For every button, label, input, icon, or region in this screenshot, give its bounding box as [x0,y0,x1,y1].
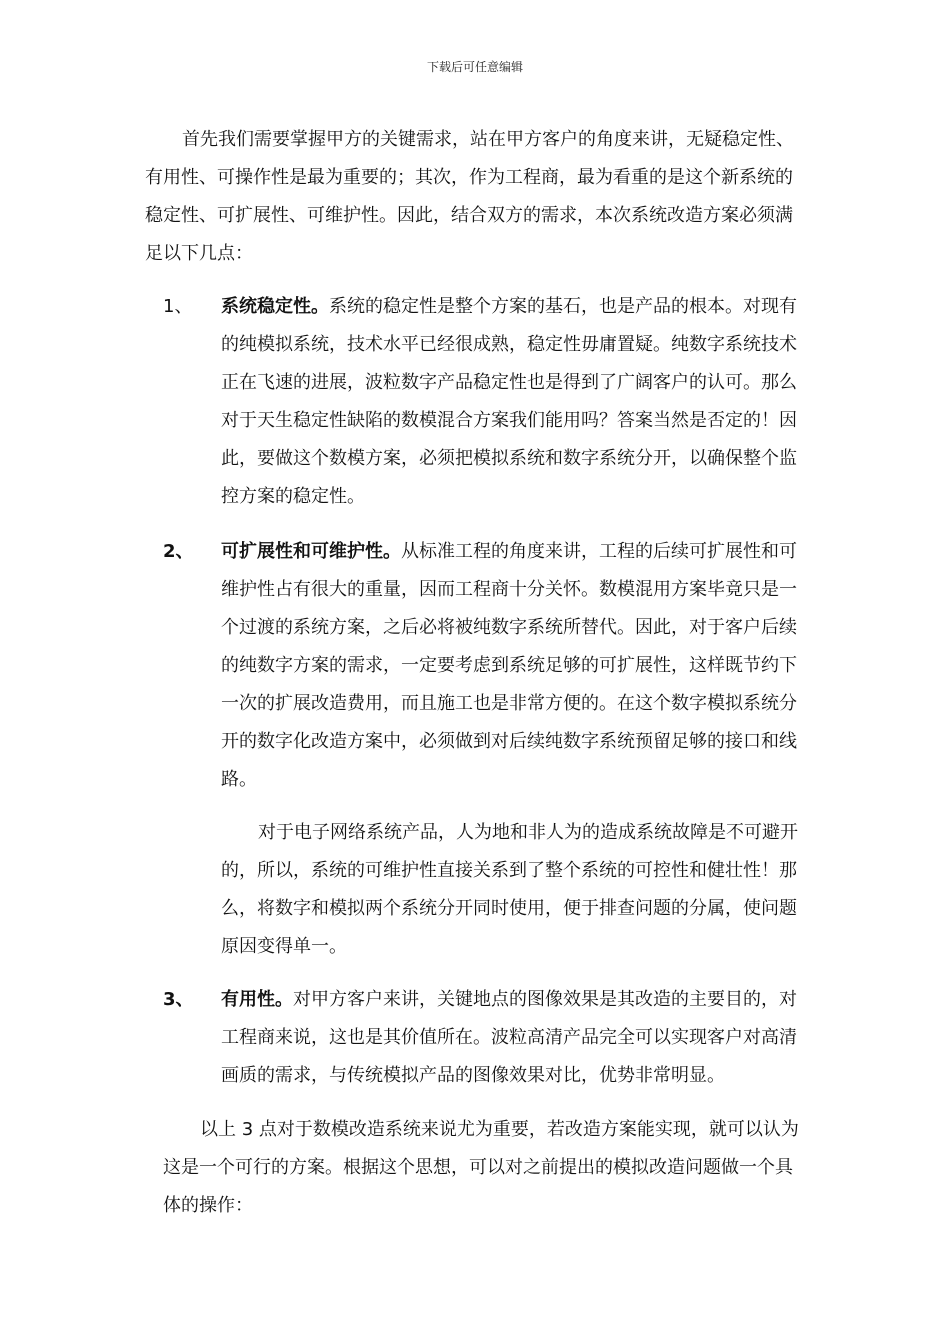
intro-paragraph: 首先我们需要掌握甲方的关键需求，站在甲方客户的角度来讲，无疑稳定性、有用性、可操作性是最为重要的；其次，作为工程商，最为看重的是这个新系统的稳定性、可扩展性、可维护性。因此，结合双方的需求，本次系统改造方案必须满足以下几点： [145,129,794,264]
list-item-title: 可扩展性和可维护性。 [221,541,401,562]
list-number: 3、 [163,989,194,1010]
list-item-title: 系统稳定性。 [221,296,329,317]
list-number: 2、 [163,541,194,562]
list-item-body [221,288,801,516]
maintenance-paragraph: 对于电子网络系统产品，人为地和非人为的造成系统故障是不可避开的，所以，系统的可维护性直接关系到了整个系统的可控性和健壮性！那么，将数字和模拟两个系统分开同时使用，便于排查问题的分属，使问题原因变得单一。 [221,822,798,957]
list-item-text: 从标准工程的角度来讲，工程的后续可扩展性和可维护性占有很大的重量，因而工程商十分关怀。数模混用方案毕竟只是一个过渡的系统方案，之后必将被纯数字系统所替代。因此，对于客户后续的纯数字方案的需求，一定要考虑到系统足够的可扩展性，这样既节约下一次的扩展改造费用，而且施工也是非常方便的。在这个数字模拟系统分开的数字化改造方案中，必须做到对后续纯数字系统预留足够的接口和线路。 [221,541,797,790]
list-item-body [221,533,801,799]
outro-paragraph: 以上 3 点对于数模改造系统来说尤为重要，若改造方案能实现，就可以认为这是一个可行的方案。根据这个思想，可以对之前提出的模拟改造问题做一个具体的操作： [163,1119,799,1216]
list-item-title: 有用性。 [221,989,293,1010]
page-header: 下载后可任意编辑 [426,60,523,74]
list-item-1 [163,288,813,516]
list-item-text: 对甲方客户来讲，关键地点的图像效果是其改造的主要目的，对工程商来说，这也是其价值所在。波粒高清产品完全可以实现客户对高清画质的需求，与传统模拟产品的图像效果对比，优势非常明显。 [221,989,797,1086]
list-item-3 [163,981,813,1095]
list-item-2 [163,533,813,799]
list-item-body [221,981,801,1095]
list-number: 1、 [163,296,193,317]
list-item-text: 系统的稳定性是整个方案的基石，也是产品的根本。对现有的纯模拟系统，技术水平已经很成熟，稳定性毋庸置疑。纯数字系统技术正在飞速的进展，波粒数字产品稳定性也是得到了广阔客户的认可。那么对于天生稳定性缺陷的数模混合方案我们能用吗？答案当然是否定的！因此，要做这个数模方案，必须把模拟系统和数字系统分开，以确保整个监控方案的稳定性。 [221,296,797,507]
